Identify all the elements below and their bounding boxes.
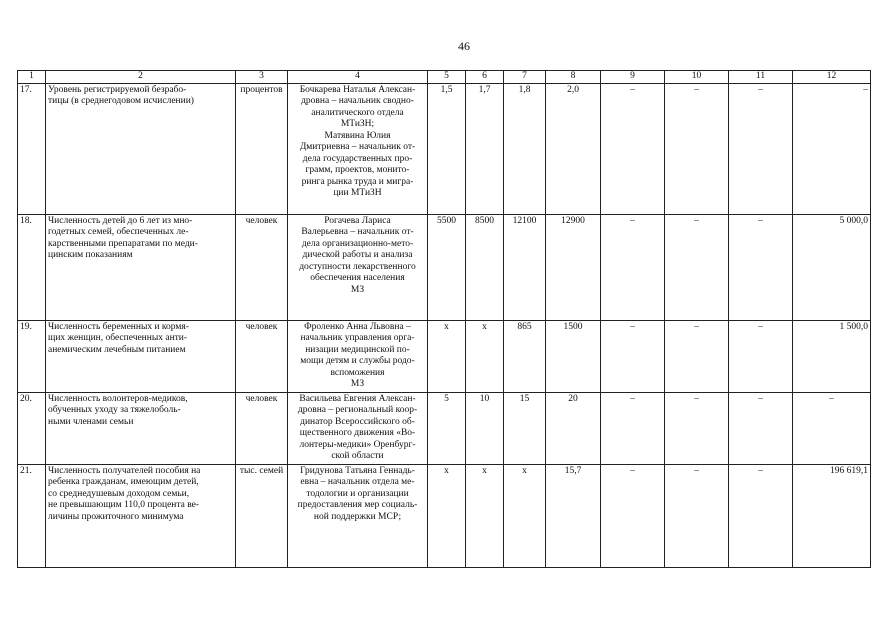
value-cell: –: [665, 392, 729, 464]
responsible-cell: Васильева Евгения Алексан- дровна – региональный коор- динатор Всероссийского об- щественного движения «Во- лонтеры-медики» Оренбург- ской области: [288, 392, 428, 464]
table-row: [18, 392, 871, 464]
value-cell: 865: [504, 320, 546, 392]
value-cell: 15,7: [546, 464, 601, 567]
column-header: 8: [546, 71, 601, 84]
indicator-name: Численность беременных и кормя- щих женщин, обеспеченных анти- анемическим лечебным питанием: [46, 320, 236, 392]
table-row: [18, 83, 871, 214]
value-cell: –: [793, 392, 871, 464]
page-number: 46: [458, 39, 470, 53]
value-cell: 1500: [546, 320, 601, 392]
row-number: 20.: [18, 392, 46, 464]
value-cell: 10: [466, 392, 504, 464]
row-number: 21.: [18, 464, 46, 567]
row-number: 19.: [18, 320, 46, 392]
value-cell: –: [665, 464, 729, 567]
value-cell: х: [428, 464, 466, 567]
indicator-name: Уровень регистрируемой безрабо- тицы (в среднегодовом исчислении): [46, 83, 236, 214]
unit-cell: человек: [236, 214, 288, 320]
column-header: 1: [18, 71, 46, 84]
value-cell: –: [601, 320, 665, 392]
value-cell: 196 619,1: [793, 464, 871, 567]
column-header: 11: [729, 71, 793, 84]
row-number: 17.: [18, 83, 46, 214]
column-header: 5: [428, 71, 466, 84]
column-header: 4: [288, 71, 428, 84]
table-row: [18, 464, 871, 567]
column-header: 12: [793, 71, 871, 84]
table-row: [18, 214, 871, 320]
unit-cell: человек: [236, 392, 288, 464]
value-cell: –: [665, 214, 729, 320]
unit-cell: человек: [236, 320, 288, 392]
value-cell: 20: [546, 392, 601, 464]
header-row: [18, 71, 871, 84]
indicator-name: Численность детей до 6 лет из мно- годетных семей, обеспеченных ле- карственными препаратами по меди- цинским показаниям: [46, 214, 236, 320]
unit-cell: процентов: [236, 83, 288, 214]
value-cell: 8500: [466, 214, 504, 320]
responsible-cell: Бочкарева Наталья Алексан- дровна – начальник сводно- аналитического отдела МТиЗН; Матявина Юлия Дмитриевна – начальник от- дела государственных про- грамм, проектов, монито- ринга рынка труда и мигра- ции МТиЗН: [288, 83, 428, 214]
value-cell: –: [729, 320, 793, 392]
value-cell: 1,7: [466, 83, 504, 214]
value-cell: 12100: [504, 214, 546, 320]
column-header: 2: [46, 71, 236, 84]
value-cell: 15: [504, 392, 546, 464]
value-cell: 5 000,0: [793, 214, 871, 320]
table-row: [18, 320, 871, 392]
value-cell: –: [729, 392, 793, 464]
indicators-table: [17, 70, 871, 568]
column-header: 9: [601, 71, 665, 84]
column-header: 3: [236, 71, 288, 84]
value-cell: –: [793, 83, 871, 214]
value-cell: –: [665, 320, 729, 392]
value-cell: 2,0: [546, 83, 601, 214]
value-cell: 12900: [546, 214, 601, 320]
value-cell: –: [601, 214, 665, 320]
value-cell: х: [466, 464, 504, 567]
value-cell: –: [729, 83, 793, 214]
responsible-cell: Гридунова Татьяна Геннадь- евна – начальник отдела ме- тодологии и организации предоставления мер социаль- ной поддержки МСР;: [288, 464, 428, 567]
value-cell: х: [428, 320, 466, 392]
responsible-cell: Рогачева Лариса Валерьевна – начальник от- дела организационно-мето- дической работы и анализа доступности лекарственного обеспечения населения МЗ: [288, 214, 428, 320]
value-cell: –: [601, 392, 665, 464]
value-cell: –: [601, 83, 665, 214]
column-header: 10: [665, 71, 729, 84]
value-cell: 5: [428, 392, 466, 464]
value-cell: –: [601, 464, 665, 567]
value-cell: 1,5: [428, 83, 466, 214]
value-cell: 5500: [428, 214, 466, 320]
value-cell: –: [729, 214, 793, 320]
value-cell: х: [466, 320, 504, 392]
row-number: 18.: [18, 214, 46, 320]
column-header: 7: [504, 71, 546, 84]
responsible-cell: Фроленко Анна Львовна – начальник управления орга- низации медицинской по- мощи детям и службы родо- вспоможения МЗ: [288, 320, 428, 392]
value-cell: 1 500,0: [793, 320, 871, 392]
column-header: 6: [466, 71, 504, 84]
value-cell: х: [504, 464, 546, 567]
indicator-name: Численность волонтеров-медиков, обученных уходу за тяжелоболь- ными членами семьи: [46, 392, 236, 464]
value-cell: 1,8: [504, 83, 546, 214]
value-cell: –: [729, 464, 793, 567]
unit-cell: тыс. семей: [236, 464, 288, 567]
value-cell: –: [665, 83, 729, 214]
indicator-name: Численность получателей пособия на ребенка гражданам, имеющим детей, со среднедушевым доходом семьи, не превышающим 110,0 процента ве- личины прожиточного минимума: [46, 464, 236, 567]
